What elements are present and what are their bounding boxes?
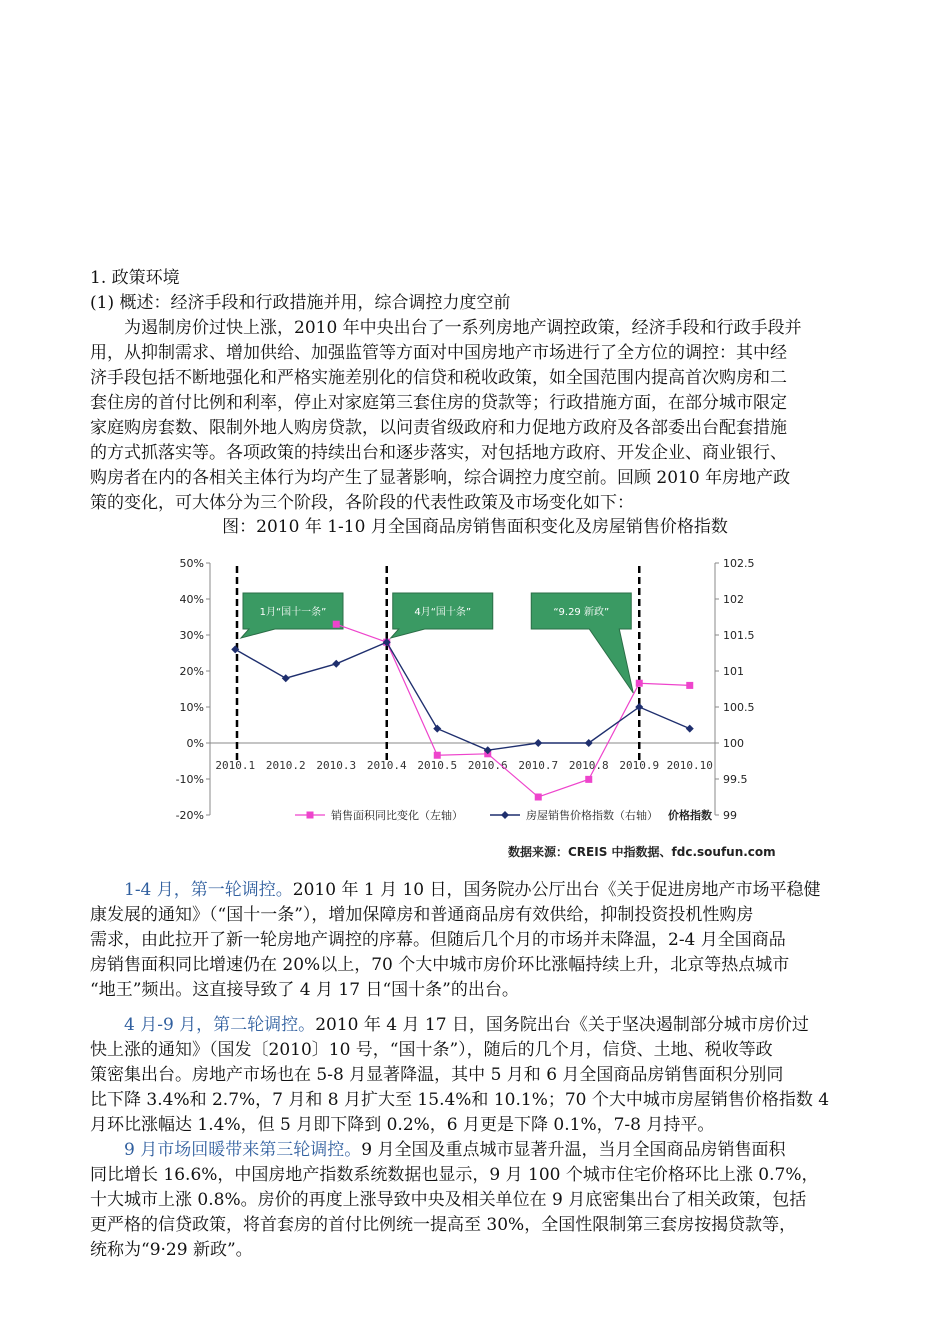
para1-first-line xyxy=(124,878,821,903)
sales-area-point xyxy=(636,680,643,687)
para2-line: 月环比涨幅达 1.4%，但 5 月即下降到 0.2%，6 月更是下降 0.1%，7-8 月持平。 xyxy=(90,1115,715,1135)
x-tick-label: 2010.3 xyxy=(316,759,357,772)
x-tick-label: 2010.7 xyxy=(518,759,559,772)
para1-text: 2010 年 1 月 10 日，国务院办公厅出台《关于促进房地产市场平稳健 xyxy=(292,880,821,900)
left-tick-label: -20% xyxy=(175,809,204,822)
para3-line: 统称为“9·29 新政”。 xyxy=(90,1240,253,1260)
legend-label-price: 房屋销售价格指数（右轴） xyxy=(526,809,658,822)
left-tick-label: 40% xyxy=(179,593,204,606)
right-tick-label: 100.5 xyxy=(723,701,755,714)
para1-highlight: 1-4 月，第一轮调控。 xyxy=(124,880,293,900)
sales-area-point xyxy=(686,682,693,689)
x-tick-label: 2010.10 xyxy=(666,759,713,772)
para3-text: 9 月全国及重点城市显著升温，当月全国商品房销售面积 xyxy=(361,1140,786,1160)
para2-line: 比下降 3.4%和 2.7%，7 月和 8 月扩大至 15.4%和 10.1%；70 个大中城市房屋销售价格指数 4 xyxy=(90,1090,830,1110)
left-tick-label: 20% xyxy=(179,665,204,678)
intro-line: 购房者在内的各相关主体行为均产生了显著影响，综合调控力度空前。回顾 2010 年房地产政 xyxy=(90,468,791,488)
para2-text: 2010 年 4 月 17 日，国务院出台《关于坚决遏制部分城市房价过 xyxy=(315,1015,809,1035)
right-tick-label: 102.5 xyxy=(723,557,755,570)
figure-source: 数据来源：CREIS 中指数据、fdc.soufun.com xyxy=(508,845,776,859)
price-index-point xyxy=(282,674,290,682)
x-tick-label: 2010.5 xyxy=(417,759,458,772)
para3-line: 更严格的信贷政策，将首套房的首付比例统一提高至 30%，全国性限制第三套房按揭贷款等， xyxy=(90,1215,797,1235)
para3-first-line xyxy=(124,1138,785,1163)
intro-line: 套住房的首付比例和利率，停止对家庭第三套住房的贷款等；行政措施方面，在部分城市限定 xyxy=(90,393,787,413)
x-tick-label: 2010.9 xyxy=(619,759,660,772)
para1-line: 需求，由此拉开了新一轮房地产调控的序幕。但随后几个月的市场并未降温，2-4 月全国商品 xyxy=(90,930,786,950)
x-tick-label: 2010.8 xyxy=(568,759,609,772)
para2-highlight: 4 月-9 月，第二轮调控。 xyxy=(124,1015,316,1035)
legend-marker-price xyxy=(501,811,509,819)
section-subheading: (1) 概述：经济手段和行政措施并用，综合调控力度空前 xyxy=(90,293,511,313)
x-tick-label: 2010.1 xyxy=(215,759,256,772)
legend-marker-sales xyxy=(307,812,314,819)
para2-line: 策密集出台。房地产市场也在 5-8 月显著降温，其中 5 月和 6 月全国商品房销售面积分别同 xyxy=(90,1065,784,1085)
right-tick-label: 99 xyxy=(723,809,737,822)
event-callout-label: 4月“国十条” xyxy=(414,607,472,618)
right-tick-label: 99.5 xyxy=(723,773,748,786)
event-callout-label: “9.29 新政” xyxy=(553,607,610,618)
intro-line: 用，从抑制需求、增加供给、加强监管等方面对中国房地产市场进行了全方位的调控：其中经 xyxy=(90,343,787,363)
sales-area-point xyxy=(333,621,340,628)
left-tick-label: 50% xyxy=(179,557,204,570)
para2-line: 快上涨的通知》（国发〔2010〕10 号，“国十条”），随后的几个月，信贷、土地、税收等政 xyxy=(90,1040,773,1060)
para1-line: 房销售面积同比增速仍在 20%以上，70 个大中城市房价环比涨幅持续上升，北京等热点城市 xyxy=(90,955,790,975)
para1-line: “地王”频出。这直接导致了 4 月 17 日“国十条”的出台。 xyxy=(90,980,519,1000)
left-tick-label: 10% xyxy=(179,701,204,714)
price-index-point xyxy=(433,725,441,733)
chart xyxy=(165,548,805,838)
intro-line: 济手段包括不断地强化和严格实施差别化的信贷和税收政策，如全国范围内提高首次购房和二 xyxy=(90,368,787,388)
intro-line: 家庭购房套数、限制外地人购房贷款，以问责省级政府和力促地方政府及各部委出台配套措施 xyxy=(90,418,787,438)
left-tick-label: -10% xyxy=(175,773,204,786)
price-index-point xyxy=(686,725,694,733)
legend-label-sales: 销售面积同比变化（左轴） xyxy=(331,809,463,822)
left-tick-label: 0% xyxy=(186,737,204,750)
sales-area-point xyxy=(585,776,592,783)
x-tick-label: 2010.2 xyxy=(265,759,306,772)
sales-area-point xyxy=(535,794,542,801)
right-tick-label: 102 xyxy=(723,593,744,606)
right-tick-label: 101.5 xyxy=(723,629,755,642)
para3-line: 同比增长 16.6%，中国房地产指数系统数据也显示，9 月 100 个城市住宅价格环比上涨 0.7%， xyxy=(90,1165,819,1185)
price-index-point xyxy=(332,660,340,668)
x-tick-label: 2010.6 xyxy=(467,759,508,772)
intro-line: 的方式抓落实等。各项政策的持续出台和逐步落实，对包括地方政府、开发企业、商业银行、 xyxy=(90,443,787,463)
price-index-point xyxy=(534,739,542,747)
intro-line: 为遏制房价过快上涨，2010 年中央出台了一系列房地产调控政策，经济手段和行政手段并 xyxy=(124,318,802,338)
sales-area-point xyxy=(434,752,441,759)
para1-line: 康发展的通知》（“国十一条”），增加保障房和普通商品房有效供给，抑制投资投机性购房 xyxy=(90,905,754,925)
event-callout-label: 1月“国十一条” xyxy=(259,607,327,618)
left-tick-label: 30% xyxy=(179,629,204,642)
x-tick-label: 2010.4 xyxy=(366,759,407,772)
para3-highlight: 9 月市场回暖带来第三轮调控。 xyxy=(124,1140,362,1160)
section-heading: 1. 政策环境 xyxy=(90,268,180,288)
right-tick-label: 100 xyxy=(723,737,744,750)
intro-line: 策的变化，可大体分为三个阶段，各阶段的代表性政策及市场变化如下： xyxy=(90,493,634,513)
right-axis-label: 价格指数 xyxy=(668,809,712,822)
para3-line: 十大城市上涨 0.8%。房价的再度上涨导致中央及相关单位在 9 月底密集出台了相关政策，包括 xyxy=(90,1190,807,1210)
figure-title: 图：2010 年 1-10 月全国商品房销售面积变化及房屋销售价格指数 xyxy=(222,517,728,537)
right-tick-label: 101 xyxy=(723,665,744,678)
para2-first-line xyxy=(124,1013,809,1038)
